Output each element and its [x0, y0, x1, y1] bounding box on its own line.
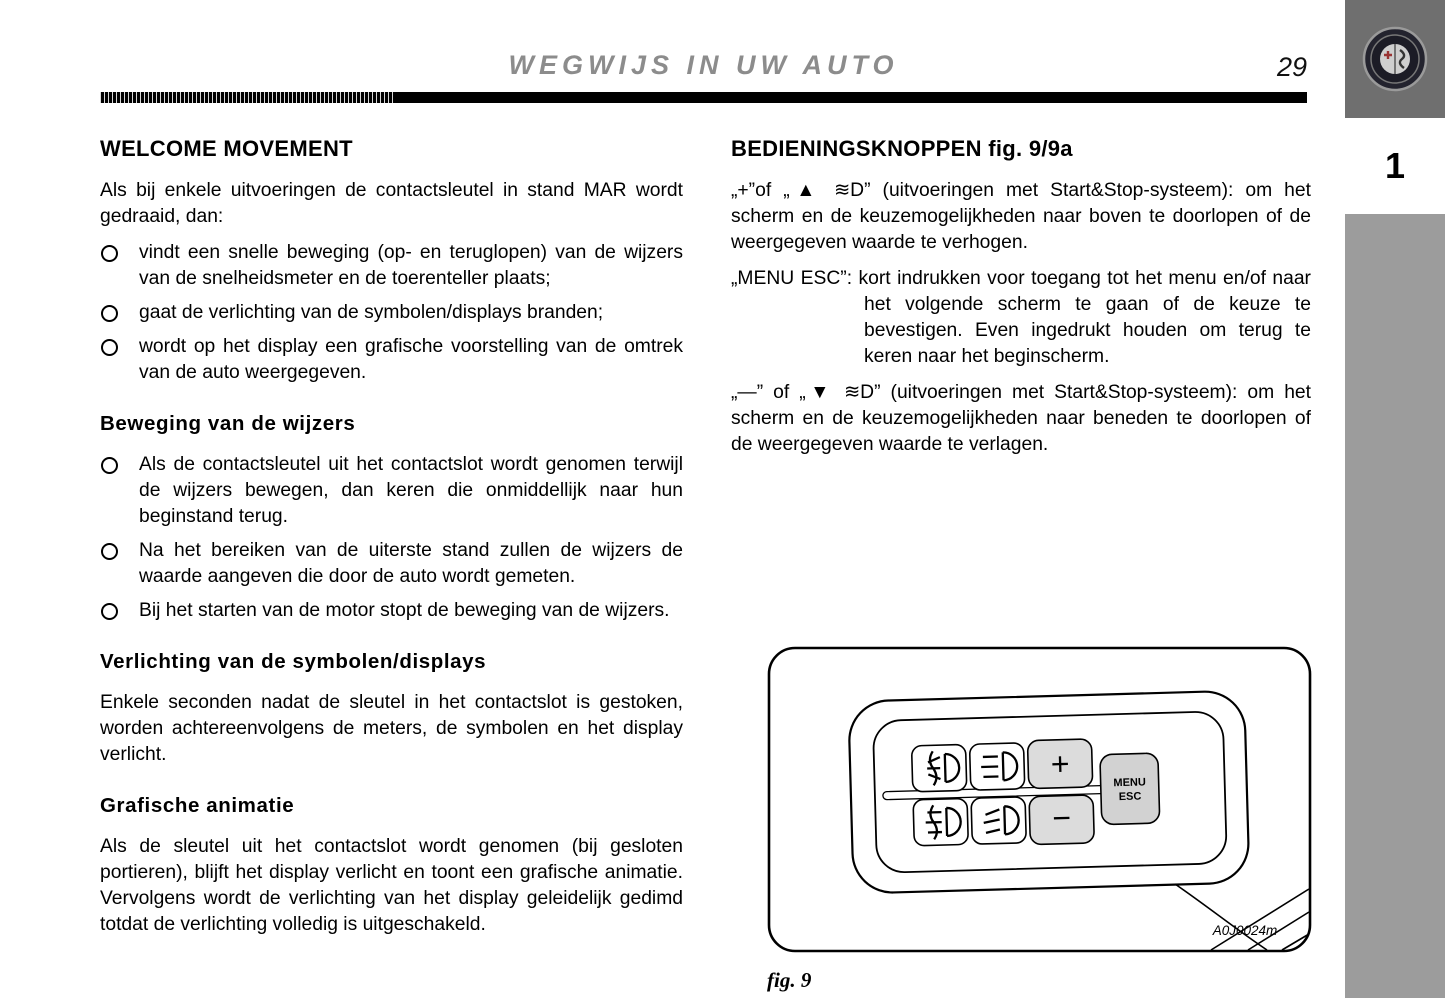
- page-title: WEGWIJS IN UW AUTO: [508, 50, 899, 80]
- bullet-icon: [101, 339, 118, 356]
- bullet-icon: [101, 457, 118, 474]
- list-item: [100, 538, 683, 590]
- list-item: [100, 240, 683, 292]
- section-heading-animatie: Grafische animatie: [100, 794, 295, 817]
- bullet-icon: [101, 543, 118, 560]
- minus-button-label: −: [1051, 799, 1072, 836]
- plus-paragraph: „+”of „▲ ≋D” (uitvoeringen met Start&Stop-systeem): om het scherm en de keuzemogelijkheden naar boven te doorlopen of de weergegeven waarde te verhogen.: [731, 180, 1311, 253]
- bullet-icon: [101, 305, 118, 322]
- bullet-icon: [101, 603, 118, 620]
- left-column: [100, 136, 683, 948]
- bullet-text: vindt een snelle beweging (op- en teruglopen) van de wijzers van de snelheidsmeter en de toerenteller plaats;: [139, 242, 683, 289]
- figure-caption: fig. 9: [767, 968, 812, 992]
- controls-figure-drawing: [767, 646, 1312, 953]
- menu-esc-text: kort indrukken voor toegang tot het menu en/of naar het volgende scherm te gaan of de keuze te bevestigen. Even ingedrukt houden om terug te keren naar het beginscherm.: [858, 268, 1311, 367]
- bullet-text: Als de contactsleutel uit het contactslot wordt genomen terwijl de wijzers bewegen, dan keren die onmiddellijk naar hun beginstand terug.: [139, 454, 683, 527]
- bullet-text: Bij het starten van de motor stopt de beweging van de wijzers.: [139, 600, 670, 621]
- menu-esc-label: „MENU ESC”:: [731, 268, 853, 289]
- figure-code: A0J0024m: [1212, 923, 1278, 938]
- header-rule: [100, 92, 1307, 103]
- page-number: 29: [1276, 52, 1307, 82]
- list-item: [100, 598, 683, 624]
- chapter-tab: [1345, 118, 1445, 214]
- section-heading-wijzers: Beweging van de wijzers: [100, 412, 356, 435]
- figure-9: [767, 646, 1312, 993]
- animatie-text: Als de sleutel uit het contactslot wordt genomen (bij gesloten portieren), blijft het display verlicht en toont een grafische animatie. Vervolgens wordt de verlichting van het display geleidelijk gedimd totdat de verlichting volledig is uitgeschakeld.: [100, 836, 683, 935]
- sidebar-band: [1345, 214, 1445, 998]
- minus-paragraph: „—” of „▼ ≋D” (uitvoeringen met Start&Stop-systeem): om het scherm en de keuzemogelijkheden naar beneden te doorlopen of de weergegeven waarde te verlagen.: [731, 382, 1311, 455]
- alfa-romeo-logo-icon: [1361, 25, 1429, 93]
- section-heading-welcome: WELCOME MOVEMENT: [100, 136, 353, 161]
- chapter-number: 1: [1384, 145, 1406, 186]
- logo-block: [1345, 0, 1445, 118]
- welcome-intro: Als bij enkele uitvoeringen de contactsleutel in stand MAR wordt gedraaid, dan:: [100, 180, 683, 227]
- section-heading-verlichting: Verlichting van de symbolen/displays: [100, 650, 487, 673]
- list-item: [100, 452, 683, 530]
- rule-hatch: [100, 92, 395, 103]
- sidebar: [1345, 0, 1445, 998]
- list-item: [100, 300, 683, 326]
- menu-esc-paragraph: [731, 266, 1311, 370]
- right-column: [731, 136, 1311, 993]
- section-heading-bedieningsknoppen: BEDIENINGSKNOPPEN fig. 9/9a: [731, 136, 1073, 161]
- bullet-icon: [101, 245, 118, 262]
- esc-button-label: ESC: [1118, 790, 1142, 804]
- list-item: [100, 334, 683, 386]
- bullet-text: wordt op het display een grafische voorstelling van de omtrek van de auto weergegeven.: [139, 336, 683, 383]
- bullet-text: Na het bereiken van de uiterste stand zullen de wijzers de waarde aangeven die door de auto wordt gemeten.: [139, 540, 683, 587]
- bullet-text: gaat de verlichting van de symbolen/displays branden;: [139, 302, 604, 323]
- menu-button-label: MENU: [1113, 776, 1147, 790]
- verlichting-text: Enkele seconden nadat de sleutel in het contactslot is gestoken, worden achtereenvolgens de meters, de symbolen en het display verlicht.: [100, 692, 683, 765]
- plus-button-label: +: [1050, 745, 1070, 783]
